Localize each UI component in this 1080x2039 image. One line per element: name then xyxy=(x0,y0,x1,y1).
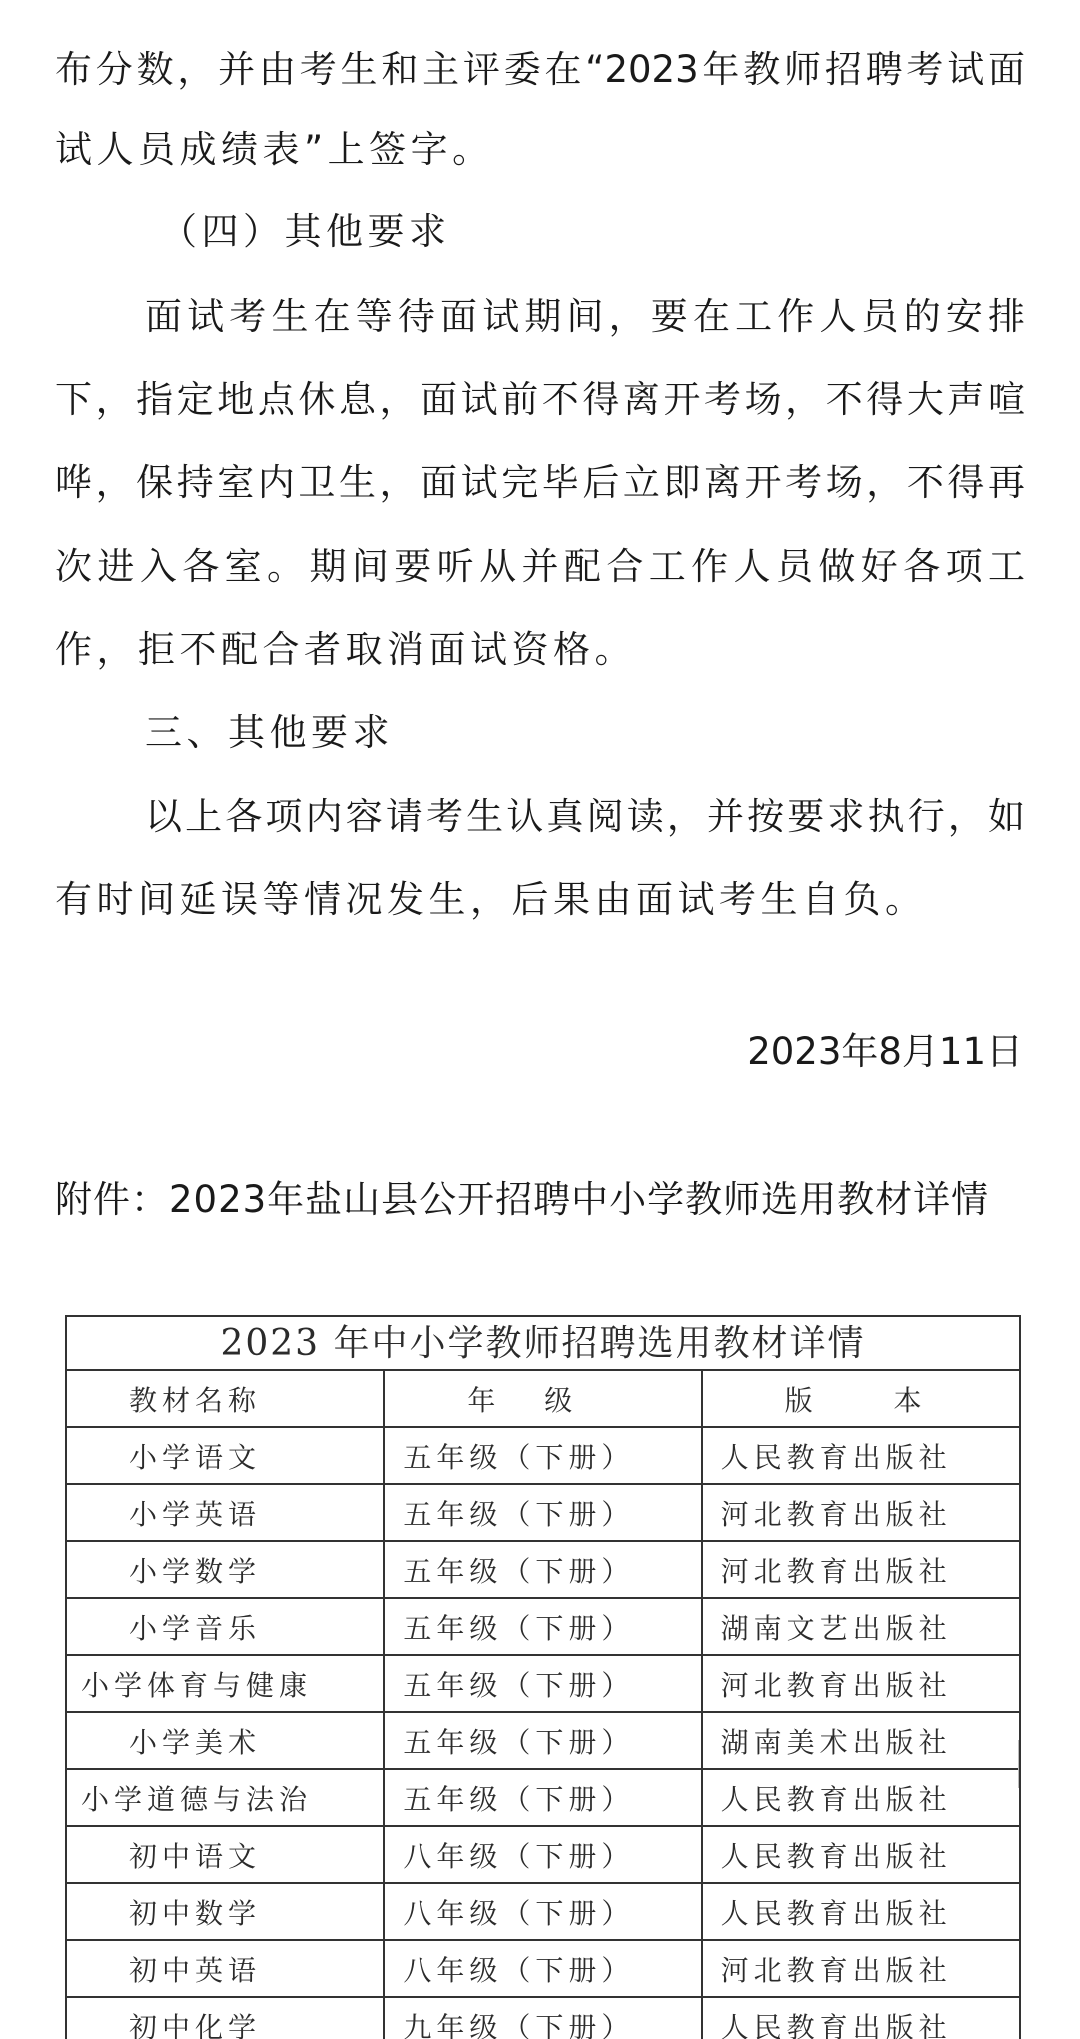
cell-grade: 九年级（下册） xyxy=(384,1997,701,2039)
cell-publisher: 河北教育出版社 xyxy=(702,1541,1019,1598)
cell-textbook-name: 小学英语 xyxy=(67,1484,384,1541)
cell-grade: 五年级（下册） xyxy=(384,1541,701,1598)
cell-textbook-name: 小学美术 xyxy=(67,1712,384,1769)
cell-publisher: 人民教育出版社 xyxy=(702,1427,1019,1484)
cell-grade: 五年级（下册） xyxy=(384,1769,701,1826)
paragraph-line: 有时间延误等情况发生，后果由面试考生自负。 xyxy=(55,878,927,921)
table-row xyxy=(67,1883,1019,1940)
scan-edge-mark xyxy=(1018,1740,1025,1788)
cell-grade: 五年级（下册） xyxy=(384,1427,701,1484)
table-row xyxy=(67,1655,1019,1712)
cell-publisher: 湖南美术出版社 xyxy=(702,1712,1019,1769)
cell-grade: 五年级（下册） xyxy=(384,1484,701,1541)
table-row xyxy=(67,1712,1019,1769)
document-date: 2023年8月11日 xyxy=(747,1030,1023,1073)
paragraph-line: 次进入各室。期间要听从并配合工作人员做好各项工 xyxy=(55,545,1025,588)
cell-grade: 五年级（下册） xyxy=(384,1655,701,1712)
cell-textbook-name: 小学体育与健康 xyxy=(67,1655,384,1712)
paragraph-line: 布分数，并由考生和主评委在“2023年教师招聘考试面 xyxy=(55,48,1025,91)
paragraph-line: 试人员成绩表”上签字。 xyxy=(55,128,494,171)
table-row xyxy=(67,1997,1019,2039)
header-edition: 版 本 xyxy=(702,1371,1019,1427)
cell-publisher: 人民教育出版社 xyxy=(702,1826,1019,1883)
attachment-note: 附件：2023年盐山县公开招聘中小学教师选用教材详情 xyxy=(55,1178,990,1221)
table-frame xyxy=(65,1315,1021,2039)
cell-publisher: 人民教育出版社 xyxy=(702,1769,1019,1826)
cell-textbook-name: 初中数学 xyxy=(67,1883,384,1940)
cell-grade: 五年级（下册） xyxy=(384,1712,701,1769)
paragraph-line: 下，指定地点休息，面试前不得离开考场，不得大声喧 xyxy=(55,378,1025,421)
table-header-row xyxy=(67,1371,1019,1427)
table-row xyxy=(67,1598,1019,1655)
cell-textbook-name: 小学音乐 xyxy=(67,1598,384,1655)
cell-grade: 五年级（下册） xyxy=(384,1598,701,1655)
table-body xyxy=(67,1371,1019,2039)
table-title: 2023 年中小学教师招聘选用教材详情 xyxy=(67,1317,1019,1371)
textbook-table xyxy=(62,1312,1022,2039)
cell-publisher: 人民教育出版社 xyxy=(702,1997,1019,2039)
cell-grade: 八年级（下册） xyxy=(384,1883,701,1940)
header-textbook-name: 教材名称 xyxy=(67,1371,384,1427)
table-row xyxy=(67,1541,1019,1598)
table-row xyxy=(67,1826,1019,1883)
cell-textbook-name: 初中化学 xyxy=(67,1997,384,2039)
cell-grade: 八年级（下册） xyxy=(384,1826,701,1883)
section-heading: （四）其他要求 xyxy=(160,210,451,253)
paragraph-line: 面试考生在等待面试期间，要在工作人员的安排 xyxy=(145,295,1025,338)
paragraph-line: 以上各项内容请考生认真阅读，并按要求执行，如 xyxy=(145,795,1025,838)
cell-textbook-name: 初中英语 xyxy=(67,1940,384,1997)
paragraph-line: 作，拒不配合者取消面试资格。 xyxy=(55,628,636,671)
cell-publisher: 湖南文艺出版社 xyxy=(702,1598,1019,1655)
cell-publisher: 河北教育出版社 xyxy=(702,1484,1019,1541)
paragraph-line: 哗，保持室内卫生，面试完毕后立即离开考场，不得再 xyxy=(55,461,1025,504)
table-row xyxy=(67,1427,1019,1484)
cell-publisher: 人民教育出版社 xyxy=(702,1883,1019,1940)
cell-textbook-name: 初中语文 xyxy=(67,1826,384,1883)
cell-publisher: 河北教育出版社 xyxy=(702,1940,1019,1997)
table-row xyxy=(67,1484,1019,1541)
cell-textbook-name: 小学语文 xyxy=(67,1427,384,1484)
section-heading: 三、其他要求 xyxy=(145,711,394,754)
cell-grade: 八年级（下册） xyxy=(384,1940,701,1997)
cell-textbook-name: 小学道德与法治 xyxy=(67,1769,384,1826)
header-grade: 年 级 xyxy=(384,1371,701,1427)
cell-publisher: 河北教育出版社 xyxy=(702,1655,1019,1712)
table-row xyxy=(67,1940,1019,1997)
cell-textbook-name: 小学数学 xyxy=(67,1541,384,1598)
table-row xyxy=(67,1769,1019,1826)
